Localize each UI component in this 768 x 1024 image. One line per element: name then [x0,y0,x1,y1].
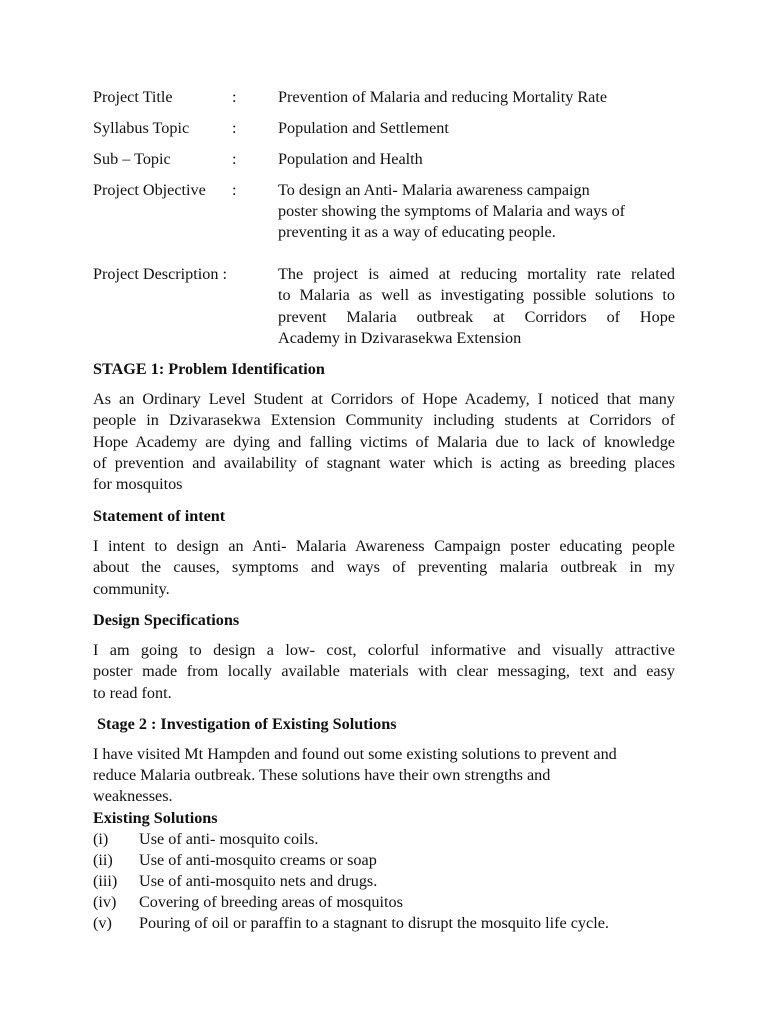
field-colon: : [232,88,237,106]
field-label-syllabus-topic: Syllabus Topic [93,119,190,137]
field-label-project-description: Project Description : [93,265,227,283]
paragraph-line: of prevention and availability of stagnant water which is acting as breeding places [93,454,675,472]
field-colon: : [232,150,237,168]
paragraph-line: Hope Academy are dying and falling victims of Malaria due to lack of knowledge [93,433,675,451]
paragraph-line: I have visited Mt Hampden and found out some existing solutions to prevent and [93,745,617,763]
list-item-number: (ii) [93,851,113,869]
field-value-syllabus-topic: Population and Settlement [278,119,449,137]
field-label-project-title: Project Title [93,88,173,106]
stage2-heading: Stage 2 : Investigation of Existing Solutions [93,715,397,733]
field-value-project-title: Prevention of Malaria and reducing Mortality Rate [278,88,608,106]
list-item-number: (iv) [93,893,117,911]
paragraph-line: about the causes, symptoms and ways of preventing malaria outbreak in my [93,558,675,576]
list-item: Covering of breeding areas of mosquitos [139,893,403,911]
list-item: Pouring of oil or paraffin to a stagnant to disrupt the mosquito life cycle. [139,914,609,932]
field-colon: : [232,181,237,199]
list-item-number: (i) [93,830,109,848]
list-item-number: (v) [93,914,112,932]
field-colon: : [232,119,237,137]
list-item-number: (iii) [93,872,118,890]
intent-heading: Statement of intent [93,507,226,525]
paragraph-line: I intent to design an Anti- Malaria Awareness Campaign poster educating people [93,537,675,555]
specs-heading: Design Specifications [93,611,240,629]
field-value-description-line: prevent Malaria outbreak at Corridors of Hope [278,308,675,326]
field-value-sub-topic: Population and Health [278,150,423,168]
paragraph-line: weaknesses. [93,787,173,805]
field-label-project-objective: Project Objective [93,181,206,199]
paragraph-line: As an Ordinary Level Student at Corridors of Hope Academy, I noticed that many [93,390,675,408]
paragraph-line: I am going to design a low- cost, colorful informative and visually attractive [93,641,675,659]
field-value-description-line: to Malaria as well as investigating possible solutions to [278,286,675,304]
paragraph-line: people in Dzivarasekwa Extension Community including students at Corridors of [93,411,675,429]
stage1-heading: STAGE 1: Problem Identification [93,360,325,378]
paragraph-line: reduce Malaria outbreak. These solutions have their own strengths and [93,766,551,784]
list-item: Use of anti-mosquito creams or soap [139,851,377,869]
list-item: Use of anti- mosquito coils. [139,830,319,848]
paragraph-line: for mosquitos [93,475,183,493]
field-label-sub-topic: Sub – Topic [93,150,171,168]
list-item: Use of anti-mosquito nets and drugs. [139,872,378,890]
field-value-objective-line: poster showing the symptoms of Malaria and ways of [278,202,626,220]
field-value-objective-line: preventing it as a way of educating people. [278,223,556,241]
field-value-objective-line: To design an Anti- Malaria awareness campaign [278,181,590,199]
paragraph-line: community. [93,580,170,598]
existing-solutions-heading: Existing Solutions [93,809,218,827]
paragraph-line: to read font. [93,684,172,702]
field-value-description-line: Academy in Dzivarasekwa Extension [278,329,522,347]
field-value-description-line: The project is aimed at reducing mortality rate related [278,265,675,283]
paragraph-line: poster made from locally available materials with clear messaging, text and easy [93,662,675,680]
